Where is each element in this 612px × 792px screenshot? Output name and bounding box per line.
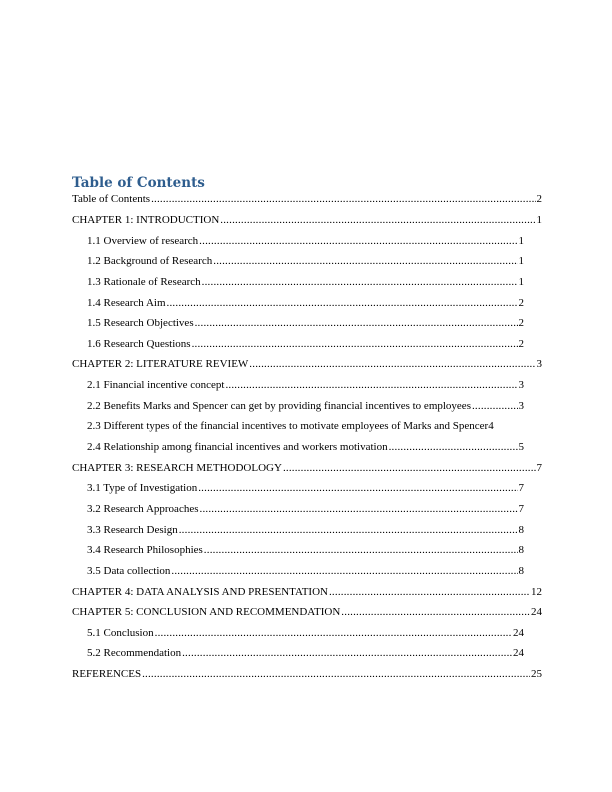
toc-entry-3-3[interactable] bbox=[72, 524, 542, 545]
toc-entry-page: 8 bbox=[518, 564, 524, 577]
toc-dot-leader bbox=[179, 524, 518, 537]
toc-entry-chapter-3[interactable] bbox=[72, 462, 542, 483]
toc-dot-leader bbox=[249, 358, 535, 371]
toc-entry-page: 3 bbox=[518, 399, 524, 412]
toc-entry-page: 2 bbox=[518, 317, 524, 330]
toc-dot-leader bbox=[329, 586, 530, 599]
toc-entry-title: 3.5 Data collection bbox=[87, 564, 171, 577]
toc-entry-title: 1.2 Background of Research bbox=[87, 255, 213, 268]
toc-entry-title: 3.1 Type of Investigation bbox=[87, 482, 198, 495]
toc-entry-references[interactable] bbox=[72, 668, 542, 689]
toc-entry-2-4[interactable] bbox=[72, 441, 542, 462]
toc-dot-leader bbox=[472, 400, 518, 413]
toc-entry-title: 2.4 Relationship among financial incentives and workers motivation bbox=[87, 441, 388, 454]
toc-entry-page: 2 bbox=[536, 193, 542, 205]
toc-entry-chapter-4[interactable] bbox=[72, 586, 542, 607]
toc-dot-leader bbox=[341, 606, 530, 619]
toc-entry-title: 2.3 Different types of the financial incentives to motivate employees of Marks and Spencer bbox=[87, 420, 489, 433]
toc-entry-title: 5.1 Conclusion bbox=[87, 626, 154, 639]
toc-dot-leader bbox=[283, 462, 536, 475]
toc-entry-page: 2 bbox=[518, 337, 524, 350]
toc-entry-2-2[interactable] bbox=[72, 400, 542, 421]
toc-dot-leader bbox=[167, 297, 518, 310]
toc-dot-leader bbox=[192, 338, 518, 351]
toc-entry-5-1[interactable] bbox=[72, 627, 542, 648]
toc-entry-3-5[interactable] bbox=[72, 565, 542, 586]
toc-dot-leader bbox=[151, 193, 535, 206]
toc-entry-page: 24 bbox=[513, 647, 524, 660]
toc-entry-title: CHAPTER 4: DATA ANALYSIS AND PRESENTATION bbox=[72, 585, 328, 598]
toc-entry-page: 5 bbox=[518, 441, 524, 454]
toc-entry-title: CHAPTER 1: INTRODUCTION bbox=[72, 214, 220, 226]
toc-entry-page: 3 bbox=[536, 358, 542, 371]
toc-entry-title: 1.1 Overview of research bbox=[87, 234, 199, 247]
toc-entry-1-3[interactable] bbox=[72, 276, 542, 297]
toc-entry-1-6[interactable] bbox=[72, 338, 542, 359]
toc-dot-leader bbox=[200, 503, 518, 516]
toc-entry-title: 3.2 Research Approaches bbox=[87, 502, 199, 515]
toc-entry-3-4[interactable] bbox=[72, 544, 542, 565]
toc-entry-page: 1 bbox=[536, 214, 542, 226]
toc-entry-title: 2.2 Benefits Marks and Spencer can get by providing financial incentives to employees bbox=[87, 399, 471, 412]
toc-dot-leader bbox=[198, 482, 517, 495]
toc-entry-page: 1 bbox=[518, 275, 524, 288]
toc-entry-title: CHAPTER 3: RESEARCH METHODOLOGY bbox=[72, 461, 282, 474]
toc-entry-3-2[interactable] bbox=[72, 503, 542, 524]
toc-entry-page: 1 bbox=[518, 255, 524, 268]
toc-dot-leader bbox=[195, 317, 518, 330]
toc-entry-page: 1 bbox=[518, 234, 524, 247]
toc-entry-page: 4 bbox=[488, 420, 494, 433]
toc-entry-1-5[interactable] bbox=[72, 317, 542, 338]
toc-entry-title: 5.2 Recommendation bbox=[87, 647, 182, 660]
toc-entry-page: 8 bbox=[518, 523, 524, 536]
toc-entry-page: 8 bbox=[518, 544, 524, 557]
toc-entry-title: 1.3 Rationale of Research bbox=[87, 275, 201, 288]
toc-entry-1-1[interactable] bbox=[72, 235, 542, 256]
toc-entry-1-4[interactable] bbox=[72, 297, 542, 318]
toc-entry-page: 7 bbox=[518, 502, 524, 515]
toc-entry-title: 3.3 Research Design bbox=[87, 523, 178, 536]
toc-dot-leader bbox=[199, 235, 517, 248]
toc-entry-2-1[interactable] bbox=[72, 379, 542, 400]
toc-entry-page: 7 bbox=[518, 482, 524, 495]
toc-dot-leader bbox=[220, 214, 535, 227]
toc-dot-leader bbox=[389, 441, 518, 454]
toc-dot-leader bbox=[204, 544, 518, 557]
toc-entry-5-2[interactable] bbox=[72, 647, 542, 668]
toc-entry-title: REFERENCES bbox=[72, 668, 142, 681]
toc-entry-title: 3.4 Research Philosophies bbox=[87, 544, 203, 557]
toc-dot-leader bbox=[225, 379, 517, 392]
toc-entry-2-3[interactable] bbox=[72, 420, 542, 441]
toc-entry-page: 3 bbox=[518, 379, 524, 392]
toc-entry-3-1[interactable] bbox=[72, 482, 542, 503]
toc-dot-leader bbox=[213, 255, 517, 268]
toc-dot-leader bbox=[171, 565, 517, 578]
toc-entry-table-of-contents[interactable] bbox=[72, 193, 542, 214]
toc-entry-title: CHAPTER 5: CONCLUSION AND RECOMMENDATION bbox=[72, 606, 341, 619]
toc-dot-leader bbox=[142, 668, 530, 681]
toc-entry-page: 24 bbox=[531, 606, 542, 619]
toc-list bbox=[72, 193, 542, 689]
toc-heading: Table of Contents bbox=[72, 175, 205, 191]
toc-entry-chapter-5[interactable] bbox=[72, 606, 542, 627]
toc-entry-title: CHAPTER 2: LITERATURE REVIEW bbox=[72, 358, 249, 371]
toc-entry-page: 12 bbox=[531, 585, 542, 598]
toc-entry-chapter-1[interactable] bbox=[72, 214, 542, 235]
toc-entry-page: 24 bbox=[513, 626, 524, 639]
toc-entry-page: 2 bbox=[518, 296, 524, 309]
toc-dot-leader bbox=[202, 276, 518, 289]
toc-entry-title: 1.6 Research Questions bbox=[87, 337, 191, 350]
toc-entry-title: 1.5 Research Objectives bbox=[87, 317, 194, 330]
toc-dot-leader bbox=[155, 627, 512, 640]
toc-entry-chapter-2[interactable] bbox=[72, 358, 542, 379]
toc-dot-leader bbox=[182, 647, 512, 660]
toc-entry-page: 25 bbox=[531, 668, 542, 681]
toc-entry-title: 2.1 Financial incentive concept bbox=[87, 379, 225, 392]
toc-entry-1-2[interactable] bbox=[72, 255, 542, 276]
toc-entry-page: 7 bbox=[536, 461, 542, 474]
toc-entry-title: 1.4 Research Aim bbox=[87, 296, 166, 309]
toc-entry-title: Table of Contents bbox=[72, 193, 151, 205]
